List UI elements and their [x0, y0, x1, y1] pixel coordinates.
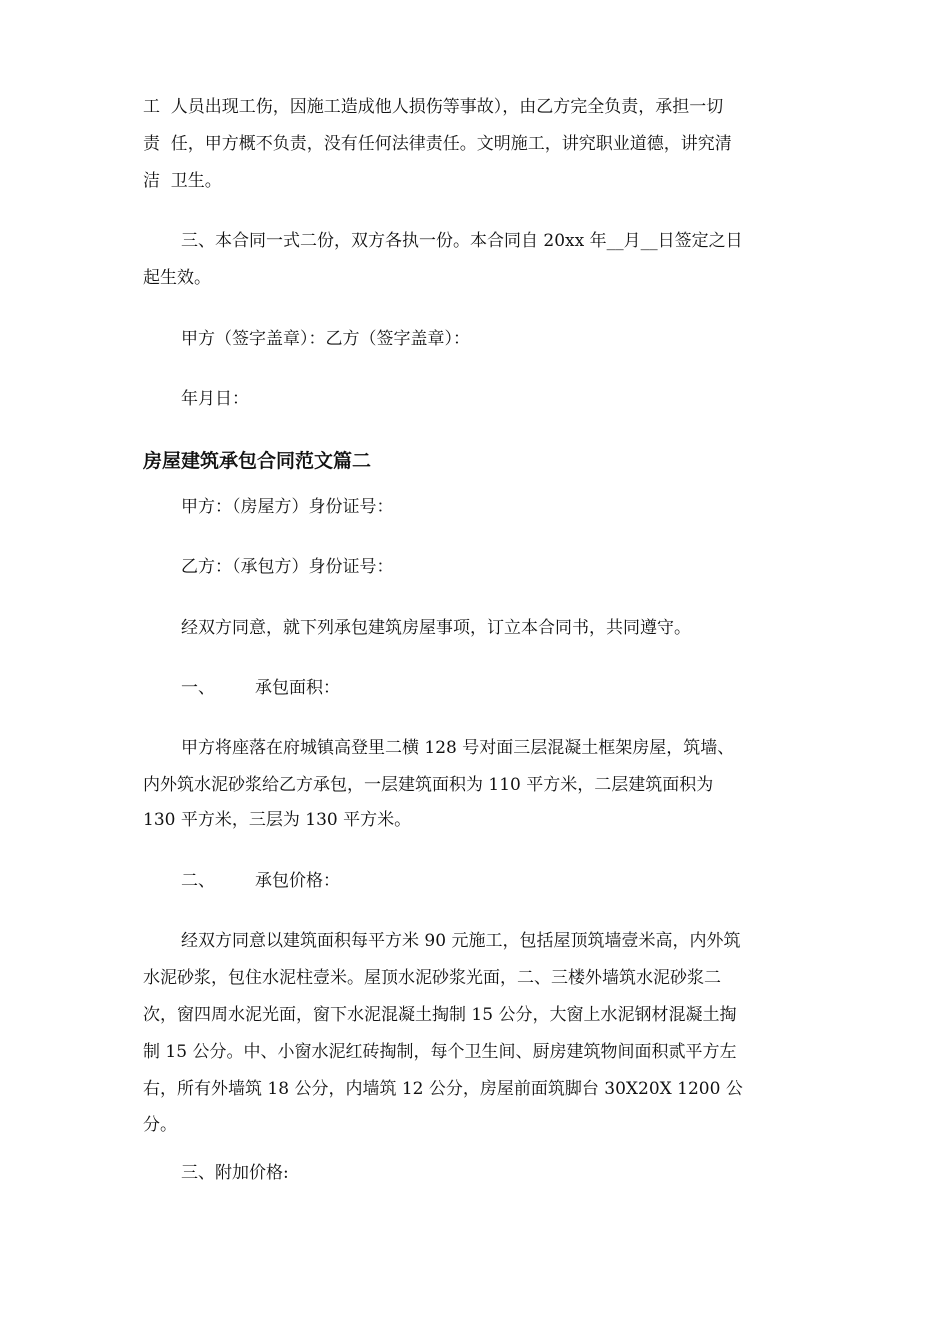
- intro-line: 经双方同意，就下列承包建筑房屋事项，订立本合同书，共同遵守。: [181, 618, 691, 638]
- item-number: 二、: [181, 871, 215, 891]
- paragraph-line: 工 人员出现工伤，因施工造成他人损伤等事故），由乙方完全负责，承担一切: [143, 97, 724, 117]
- item-1-heading: [181, 677, 340, 699]
- date-line: 年月日：: [181, 389, 249, 409]
- price-line: 分。: [143, 1115, 177, 1135]
- price-line: 水泥砂浆，包住水泥柱壹米。屋顶水泥砂浆光面，二、三楼外墙筑水泥砂浆二: [143, 968, 721, 988]
- area-line: 内外筑水泥砂浆给乙方承包，一层建筑面积为 110 平方米，二层建筑面积为: [143, 775, 714, 795]
- section-title: 房屋建筑承包合同范文篇二: [143, 450, 372, 472]
- party-b-line: 乙方：（承包方）身份证号：: [181, 557, 394, 577]
- paragraph-line: 责 任，甲方概不负责，没有任何法律责任。文明施工，讲究职业道德，讲究清: [143, 134, 732, 154]
- area-line: 甲方将座落在府城镇高登里二横 128 号对面三层混凝土框架房屋，筑墙、: [181, 738, 735, 758]
- price-line: 经双方同意以建筑面积每平方米 90 元施工，包括屋顶筑墙壹米高，内外筑: [181, 931, 741, 951]
- price-line: 制 15 公分。中、小窗水泥红砖掏制，每个卫生间、厨房建筑物间面积贰平方左: [143, 1042, 737, 1062]
- price-line: 次，窗四周水泥光面，窗下水泥混凝土掏制 15 公分，大窗上水泥钢材混凝土掏: [143, 1005, 737, 1025]
- item-2-heading: [181, 870, 340, 892]
- clause-3-line: 三、本合同一式二份，双方各执一份。本合同自 20xx 年__月__日签定之日: [181, 231, 743, 251]
- price-line: 右，所有外墙筑 18 公分，内墙筑 12 公分，房屋前面筑脚台 30X20X 1200 公: [143, 1079, 743, 1099]
- item-title: 承包价格：: [255, 871, 340, 891]
- item-number: 一、: [181, 678, 215, 698]
- party-a-line: 甲方：（房屋方）身份证号：: [181, 497, 394, 517]
- item-3-heading: 三、附加价格:: [181, 1163, 289, 1183]
- clause-3-line: 起生效。: [143, 268, 211, 288]
- paragraph-line: 洁 卫生。: [143, 171, 222, 191]
- area-line: 130 平方米，三层为 130 平方米。: [143, 810, 412, 830]
- item-title: 承包面积：: [255, 678, 340, 698]
- signature-line: 甲方（签字盖章）：乙方（签字盖章）：: [181, 329, 470, 349]
